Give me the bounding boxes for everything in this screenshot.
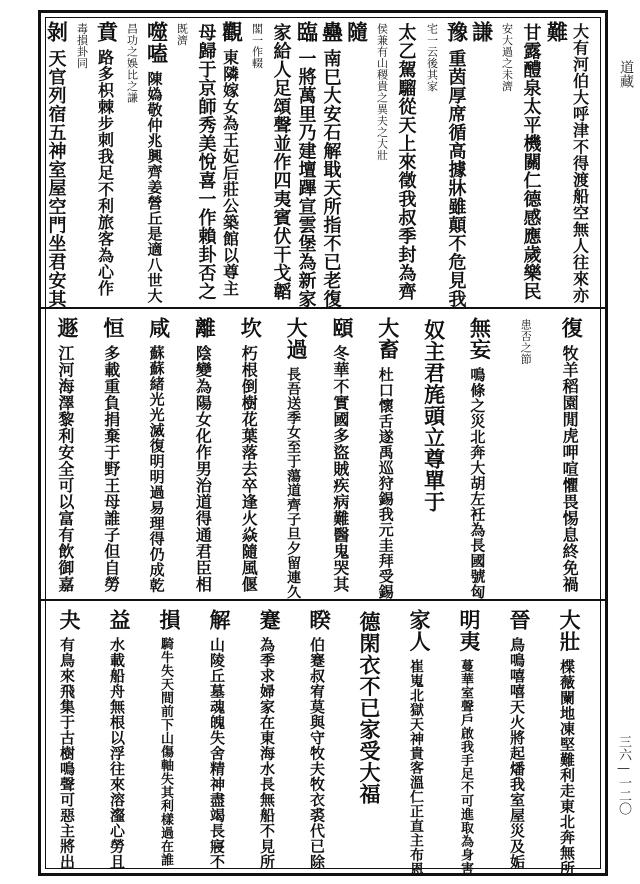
annotation-text: 宅一云後其家 xyxy=(425,23,439,92)
entry-heading: 復 xyxy=(559,317,585,339)
entry-heading: 遯 xyxy=(54,317,80,339)
verse-text: 東隣嫁女為王妃后莊公築館以尊主 xyxy=(220,49,240,297)
entry-heading: 晉 xyxy=(507,609,532,631)
verse-text: 有鳥來飛集于古樹鳴聲可惡主將出 xyxy=(58,637,76,870)
page-number: 三六—一二〇 xyxy=(616,735,631,815)
annotation-text: 患否之節 xyxy=(519,319,533,365)
verse-text: 楪薇闌地凍堅難利走東北奔無所 xyxy=(558,659,576,876)
verse-text: 德閑衣不已家受大福 xyxy=(357,611,382,805)
entry-heading: 噬嗑 xyxy=(144,21,170,64)
entry-heading: 無妄 xyxy=(467,317,493,360)
verse-text: 騎牛失天間前下山傷軸失其利樣過在誰 xyxy=(158,637,173,867)
annotation-text: 侯兼有山稷貴之異夫之大壯 xyxy=(375,23,389,161)
annotation-text: 既濟 xyxy=(175,23,189,46)
entry-heading: 豫 xyxy=(444,21,470,43)
verse-text: 路多枳棘步刺我足不利旅客為心作 xyxy=(95,49,115,297)
verse-text: 一將萬里乃建壇蹕宣雲堡為新家 xyxy=(295,49,317,308)
verse-text: 牧羊稻園閒虎呷喧懼畏惕息終免禍 xyxy=(560,345,580,593)
entry-heading: 頤 xyxy=(329,317,355,339)
verse-text: 蘇蘇緒光光滅復明明過易理得仍成乾 xyxy=(147,345,166,593)
verse-text: 為季求婦家在東海水長無船不見所 xyxy=(258,637,276,870)
verse-text: 水載船舟無根以浮往來溶瀣心勞且 xyxy=(108,637,126,870)
entry-heading: 蹇 xyxy=(257,609,282,631)
entry-heading: 睽 xyxy=(307,609,332,631)
verse-text: 陳媯敬仲兆興齊姜營丘是適八世大 xyxy=(145,71,164,304)
verse-text: 山陵丘墓魂魄失舍精神盡竭長寢不 xyxy=(208,637,226,870)
annotation-text: 毒損卦同 xyxy=(75,23,89,69)
entry-heading: 離 xyxy=(192,317,218,339)
entry-heading: 大過 xyxy=(284,317,310,360)
entry-heading: 難 xyxy=(544,21,570,43)
entry-heading: 夬 xyxy=(57,609,82,631)
verse-text: 蔓華室聲戶啟我手足不可進取為身害 xyxy=(458,659,473,875)
entry-heading: 大畜 xyxy=(375,317,401,360)
verse-text: 母歸于京師秀美悅喜一作賴卦否之 xyxy=(195,23,217,301)
book-title: 道藏 xyxy=(618,60,634,88)
verse-text: 太乙駕騮從天上來徵我叔季封為齊 xyxy=(395,23,417,301)
verse-text: 鳥鳴嘻嘻天火將起燔我室屋災及姤 xyxy=(508,637,526,870)
verse-text: 長吾送季女至于蕩道齊子旦夕留連久 xyxy=(285,367,302,599)
annotation-text: 閣一作輟 xyxy=(250,23,264,69)
verse-text: 杜口懷舌遂禹巡狩錫我元圭拜受錫 xyxy=(376,367,395,600)
entry-heading: 明夷 xyxy=(457,609,482,652)
verse-text: 甘露醴泉太平機關仁德感應歲樂民 xyxy=(520,23,542,301)
entry-heading: 恒 xyxy=(100,317,126,339)
verse-text: 南巳大安石解戢天所指不已老復 xyxy=(320,49,342,308)
verse-text: 天官列宿五神室屋空門坐君安其 xyxy=(45,49,67,308)
verse-text: 江河海澤黎利安全可以富有飲御嘉 xyxy=(55,345,75,593)
verse-text: 崔嵬北獄天神貴客溫仁正直主布恩 xyxy=(408,659,424,877)
verse-text: 朽根倒樹花葉落去卒逢火焱隨風偃 xyxy=(239,345,259,593)
entry-heading: 臨 xyxy=(294,21,320,43)
entry-heading: 隨 xyxy=(344,21,370,43)
entry-heading: 謙 xyxy=(469,21,495,43)
entry-heading: 觀 xyxy=(219,21,245,43)
verse-text: 鳴條之災北奔大胡左衽為長國號匈 xyxy=(468,367,487,600)
verse-text: 重茵厚席循高據牀雖顛不危見我 xyxy=(445,49,467,308)
entry-heading: 剝 xyxy=(44,21,70,43)
annotation-text: 安大過之未濟 xyxy=(500,23,514,92)
entry-heading: 大壯 xyxy=(557,609,582,652)
entry-heading: 解 xyxy=(207,609,232,631)
entry-heading: 家人 xyxy=(407,609,432,652)
entry-heading: 賁 xyxy=(94,21,120,43)
entry-heading: 益 xyxy=(107,609,132,631)
verse-text: 大有河伯大呼津不得渡船空無人往來亦 xyxy=(570,23,590,304)
entry-heading: 蠱 xyxy=(319,21,345,43)
verse-text: 奴主君旄頭立尊單于 xyxy=(421,319,447,513)
verse-text: 伯蹇叔宥莫與守牧夫牧衣裘代已除 xyxy=(308,637,326,870)
verse-text: 家給人足頌聲並作四夷賓伏干戈韜 xyxy=(270,23,292,301)
verse-text: 陰變為陽女化作男治道得通君臣相 xyxy=(193,345,213,593)
entry-heading: 坎 xyxy=(238,317,264,339)
entry-heading: 咸 xyxy=(146,317,172,339)
page-frame xyxy=(38,10,608,876)
entry-heading: 損 xyxy=(157,609,182,631)
annotation-text: 昌功之娛比之謙 xyxy=(125,23,139,104)
verse-text: 多載重負捐棄于野王母誰子但自勞 xyxy=(101,345,121,593)
block-divider-2 xyxy=(41,599,605,601)
verse-text: 冬華不實國多盜賊疾病難醫鬼哭其 xyxy=(330,345,350,593)
